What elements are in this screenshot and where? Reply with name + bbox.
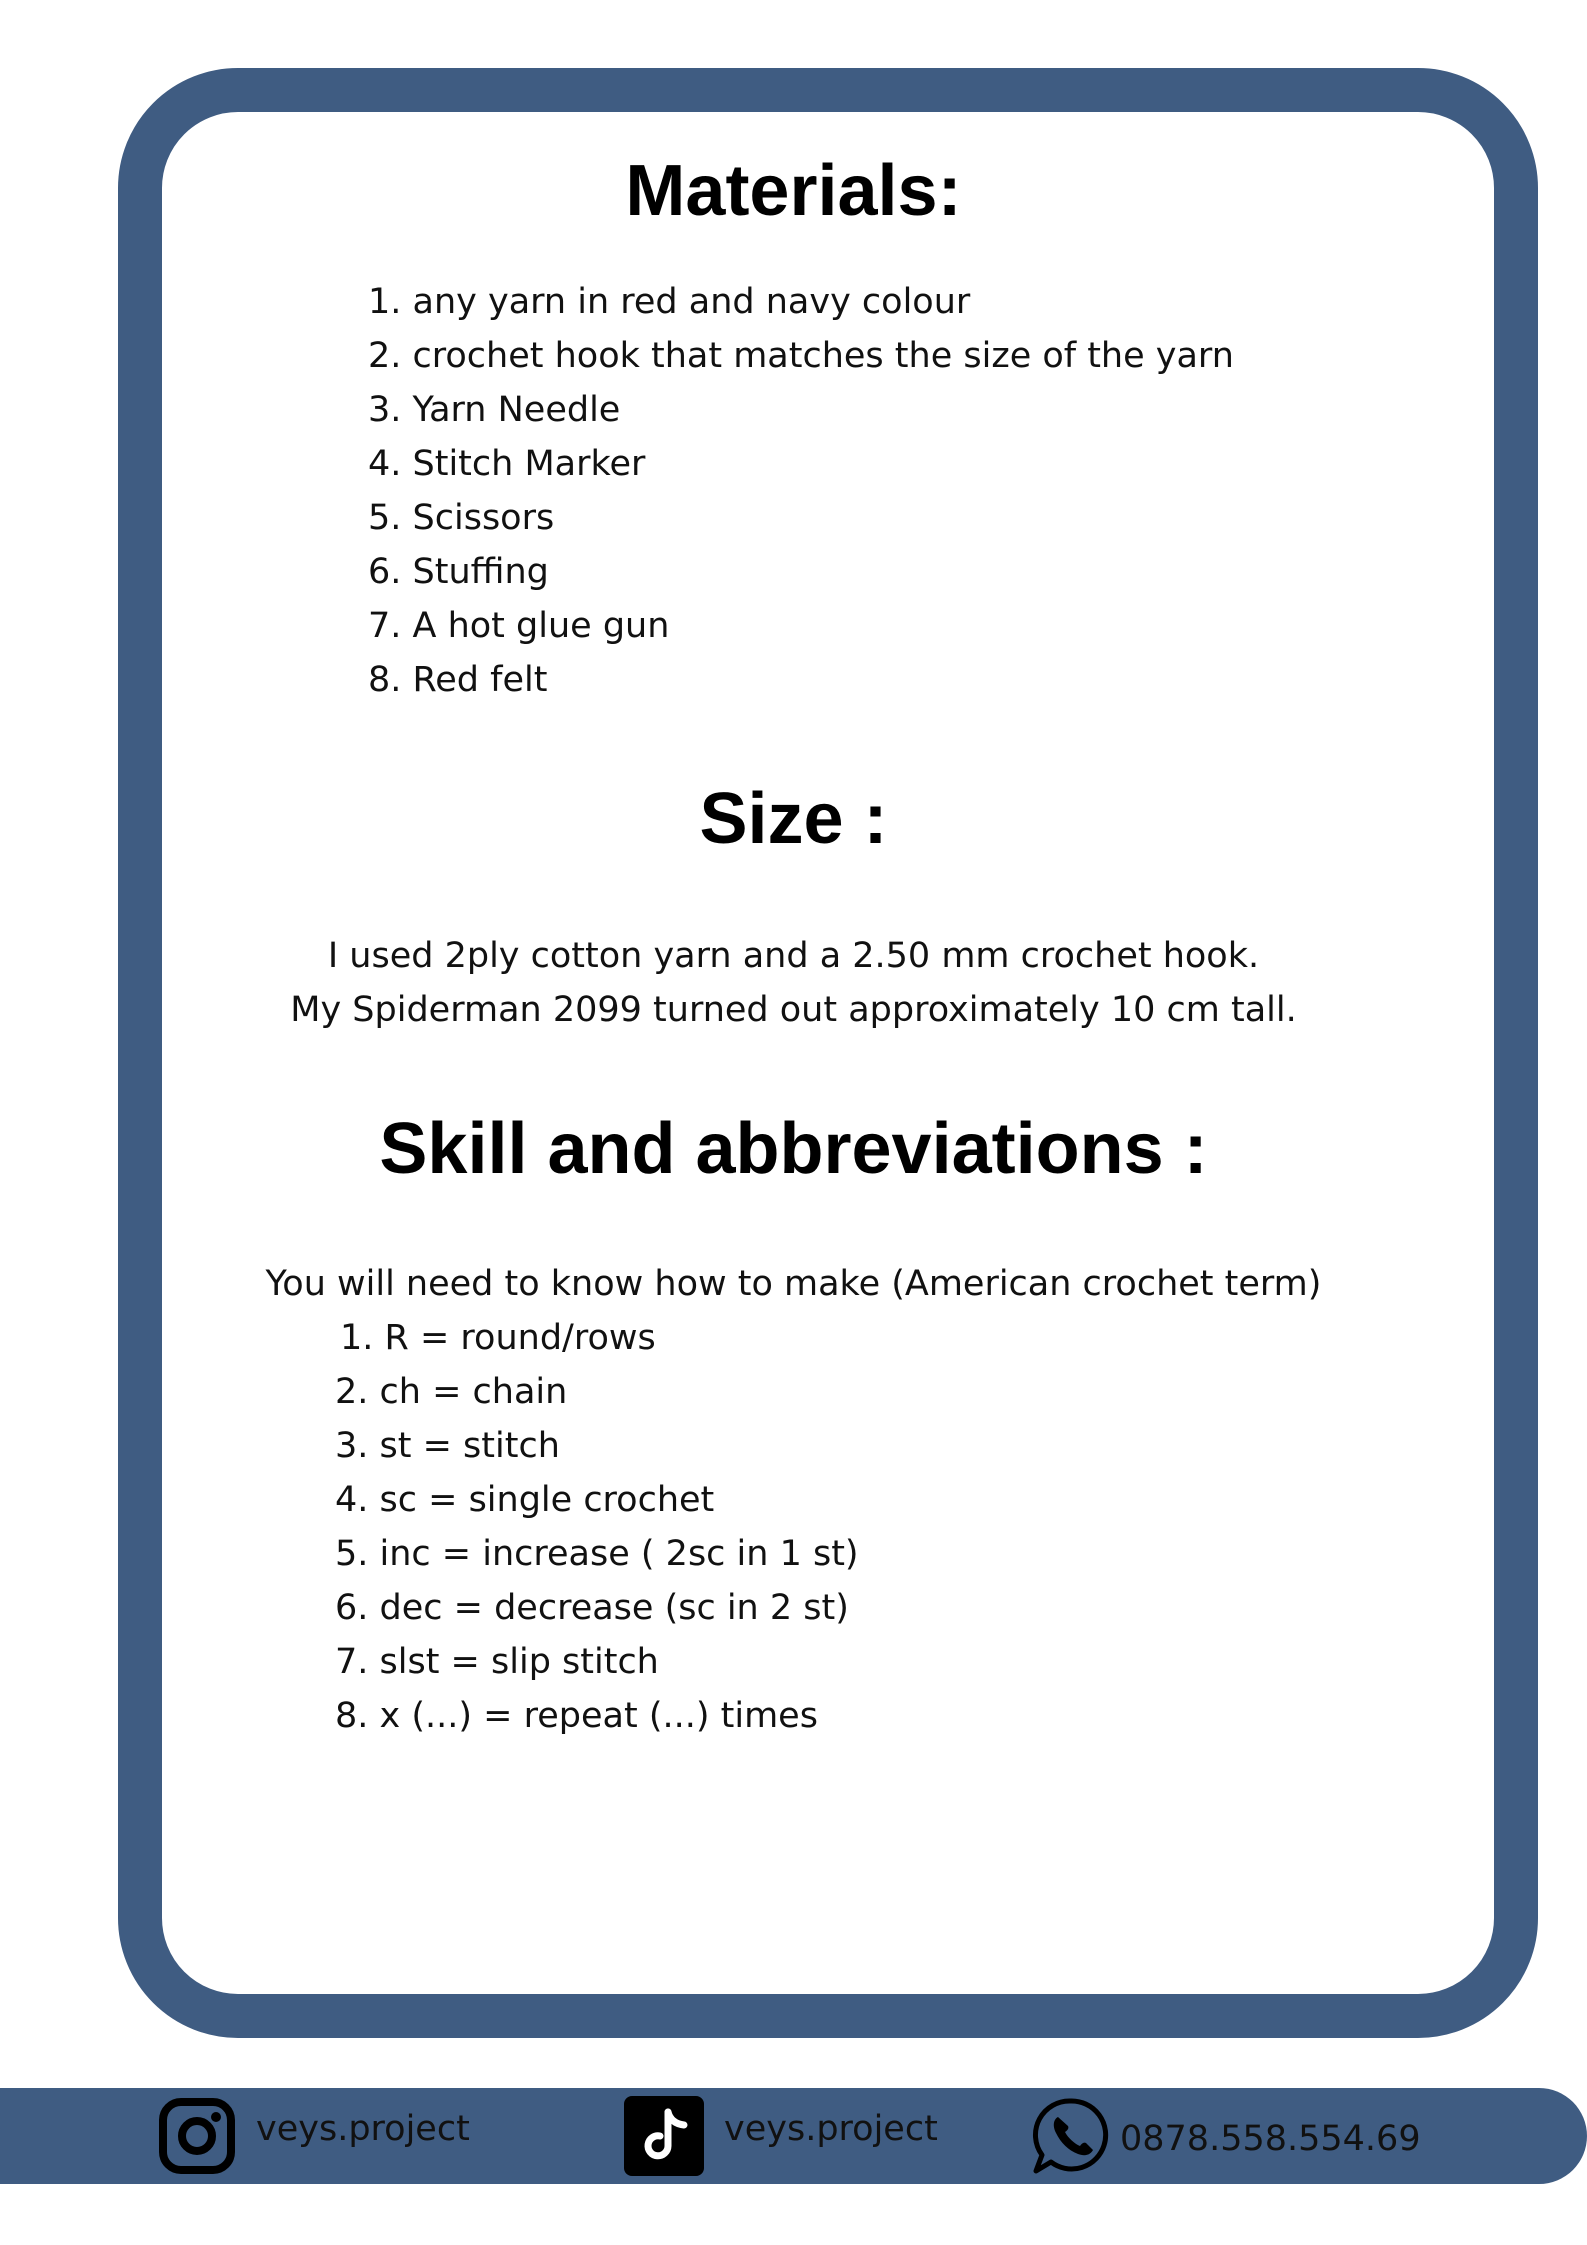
materials-item: 4. Stitch Marker	[368, 444, 646, 484]
skills-item: 5. inc = increase ( 2sc in 1 st)	[335, 1534, 859, 1574]
materials-item: 7. A hot glue gun	[368, 606, 670, 646]
tiktok-icon	[624, 2096, 704, 2176]
skills-intro: You will need to know how to make (American crochet term)	[265, 1264, 1322, 1304]
skills-item: 4. sc = single crochet	[335, 1480, 715, 1520]
size-text-line: My Spiderman 2099 turned out approximately 10 cm tall.	[290, 990, 1297, 1030]
materials-item: 5. Scissors	[368, 498, 555, 538]
footer-instagram[interactable]	[158, 2094, 470, 2178]
skills-item: 8. x (...) = repeat (...) times	[335, 1696, 818, 1736]
footer-tiktok[interactable]	[624, 2094, 938, 2178]
materials-item: 8. Red felt	[368, 660, 548, 700]
skills-item: 6. dec = decrease (sc in 2 st)	[335, 1588, 849, 1628]
materials-item: 2. crochet hook that matches the size of the yarn	[368, 336, 1234, 376]
skills-item: 2. ch = chain	[335, 1372, 568, 1412]
size-heading: Size :	[699, 779, 888, 859]
materials-item: 6. Stuffing	[368, 552, 549, 592]
materials-item: 3. Yarn Needle	[368, 390, 621, 430]
materials-item: 1. any yarn in red and navy colour	[368, 282, 971, 322]
skills-item: 7. slst = slip stitch	[335, 1642, 659, 1682]
materials-heading: Materials:	[625, 151, 962, 231]
tiktok-handle: veys.project	[724, 2109, 938, 2149]
skills-item: 3. st = stitch	[335, 1426, 560, 1466]
skills-heading: Skill and abbreviations :	[379, 1109, 1208, 1189]
footer-whatsapp[interactable]	[1030, 2094, 1421, 2178]
skills-item: 1. R = round/rows	[340, 1318, 656, 1358]
instagram-handle: veys.project	[256, 2109, 470, 2149]
size-text-line: I used 2ply cotton yarn and a 2.50 mm crochet hook.	[327, 936, 1260, 976]
instagram-icon	[158, 2097, 236, 2175]
whatsapp-icon	[1030, 2095, 1112, 2177]
whatsapp-number: 0878.558.554.69	[1120, 2119, 1421, 2159]
